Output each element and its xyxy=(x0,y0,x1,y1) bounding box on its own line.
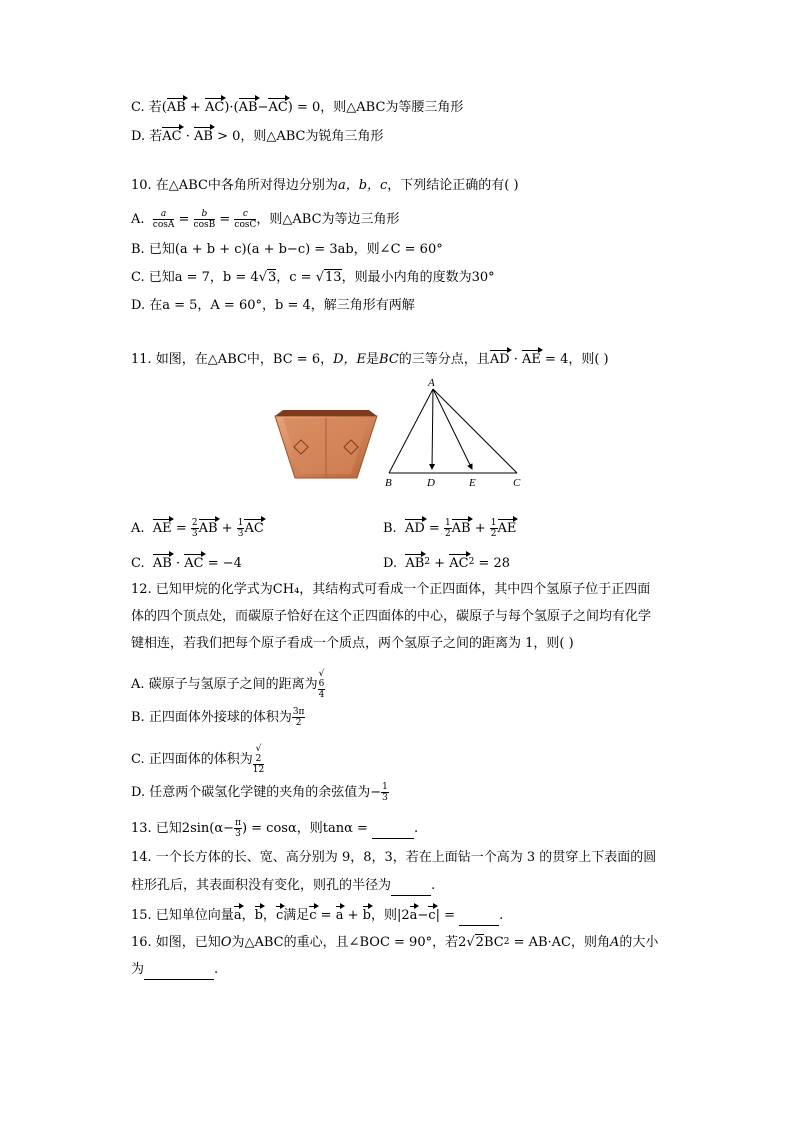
fraction: √ 2 12 xyxy=(252,744,265,775)
q12-stem-line3: 键相连，若我们把每个原子看成一个质点，两个氢原子之间的距离为 1，则( ) xyxy=(131,636,574,651)
q14-stem-line2: 柱形孔后，其表面积没有变化，则孔的半径为 . xyxy=(131,877,435,896)
answer-blank[interactable] xyxy=(372,820,414,839)
side-ab xyxy=(389,389,433,473)
fraction: √ 6 4 xyxy=(318,669,325,700)
fraction: $\frac{c}{\cos C}$ xyxy=(234,209,257,230)
q10-option-b[interactable]: B. 已知(a + b + c)(a + b−c) = 3ab，则∠C = 60° xyxy=(131,242,443,257)
q12-option-d[interactable]: D. 任意两个碳氢化学键的夹角的余弦值为− $\frac{1}{3}$ xyxy=(131,782,388,803)
q13-stem: 13. 已知2sin(α− $\frac{\pi}{3}$ ) = cosα，则tanα = . xyxy=(131,818,419,839)
q10-option-a[interactable]: A. $\frac{a}{\cos A}$ = $\frac{b}{\cos B}$ = $\frac{c}{\cos C}$ ，则△ABC为等边三角形 xyxy=(131,209,400,230)
fraction: $\frac{3\pi}{2}$ xyxy=(292,707,305,728)
q14-stem-line1: 14. 一个长方体的长、宽、高分别为 9，8，3，若在上面钻一个高为 3 的贯穿上下表面的圆 xyxy=(131,850,657,865)
q11-option-b[interactable]: B. AD = $\frac{1}{2}$ AB + $\frac{1}{2}$ AE xyxy=(383,518,517,539)
q10-option-d[interactable]: D. 在a = 5，A = 60°，b = 4，解三角形有两解 xyxy=(131,298,415,313)
vector-ae xyxy=(433,389,472,469)
q12-option-b[interactable]: B. 正四面体外接球的体积为 $\frac{3\pi}{2}$ xyxy=(131,707,305,728)
answer-blank[interactable] xyxy=(144,961,214,980)
q10-option-c[interactable]: C. 已知a = 7，b = 4√3，c = √13，则最小内角的度数为30° xyxy=(131,270,495,285)
q11-option-a[interactable]: A. AE = $\frac{2}{3}$ AB + $\frac{1}{3}$ AC xyxy=(131,518,264,539)
q15-stem: 15. 已知单位向量a，b，c满足c = a + b，则|2a−c| = . xyxy=(131,905,503,926)
fraction: $\frac{1}{2}$ xyxy=(444,518,451,539)
q10-stem: 10. 在△ABC中各角所对得边分别为a，b，c，下列结论正确的有( ) xyxy=(131,178,519,193)
triangle-figure xyxy=(383,376,528,491)
q12-option-c[interactable]: C. 正四面体的体积为 √ 2 12 xyxy=(131,744,265,775)
fraction: $\frac{1}{2}$ xyxy=(490,518,497,539)
q11-option-c[interactable]: C. AB · AC = −4 xyxy=(131,553,242,573)
q9-option-d[interactable]: D. 若AC · AB > 0，则△ABC为锐角三角形 xyxy=(131,126,384,146)
answer-blank[interactable] xyxy=(391,877,431,896)
fraction: $\frac{1}{3}$ xyxy=(237,518,244,539)
q16-stem-line1: 16. 如图，已知O为△ABC的重心，且∠BOC = 90°，若$2√2BC^2 = AB\cdot AC$，则角A的大小 xyxy=(131,935,659,950)
label-c: C xyxy=(513,477,521,489)
q11-stem: 11. 如图，在△ABC中，BC = 6，D，E是BC的三等分点，且AD · AE = 4，则( ) xyxy=(131,349,609,369)
fraction: $\frac{1}{3}$ xyxy=(382,782,388,803)
q16-stem-line2: 为 . xyxy=(131,961,218,980)
fraction: $\frac{2}{3}$ xyxy=(191,518,198,539)
q11-option-d[interactable]: D. $AB^2 + AC^2 = 28$ xyxy=(383,553,510,573)
label-e: E xyxy=(469,477,476,489)
vector-ad xyxy=(432,389,433,469)
label-d: D xyxy=(427,477,435,489)
q12-stem-line1: 12. 已知甲烷的化学式为CH₄，其结构式可看成一个正四面体，其中四个氢原子位于正四面 xyxy=(131,582,651,597)
q12-option-a[interactable]: A. 碳原子与氢原子之间的距离为 √ 6 4 xyxy=(131,669,325,700)
q9-option-c[interactable]: C. 若(AB + AC)·(AB−AC) = 0，则△ABC为等腰三角形 xyxy=(131,97,463,117)
fraction: $\frac{\pi}{3}$ xyxy=(235,818,241,839)
label-b: B xyxy=(385,477,392,489)
answer-blank[interactable] xyxy=(459,907,499,926)
side-ac xyxy=(433,389,517,473)
q12-stem-line2: 体的四个顶点处，而碳原子恰好在这个正四面体的中心，碳原子与每个氢原子之间均有化学 xyxy=(131,609,652,624)
fraction: $\frac{a}{\cos A}$ xyxy=(152,209,175,230)
basket-illustration xyxy=(273,408,379,480)
label-a: A xyxy=(428,377,435,389)
fraction: $\frac{b}{\cos B}$ xyxy=(193,209,216,230)
